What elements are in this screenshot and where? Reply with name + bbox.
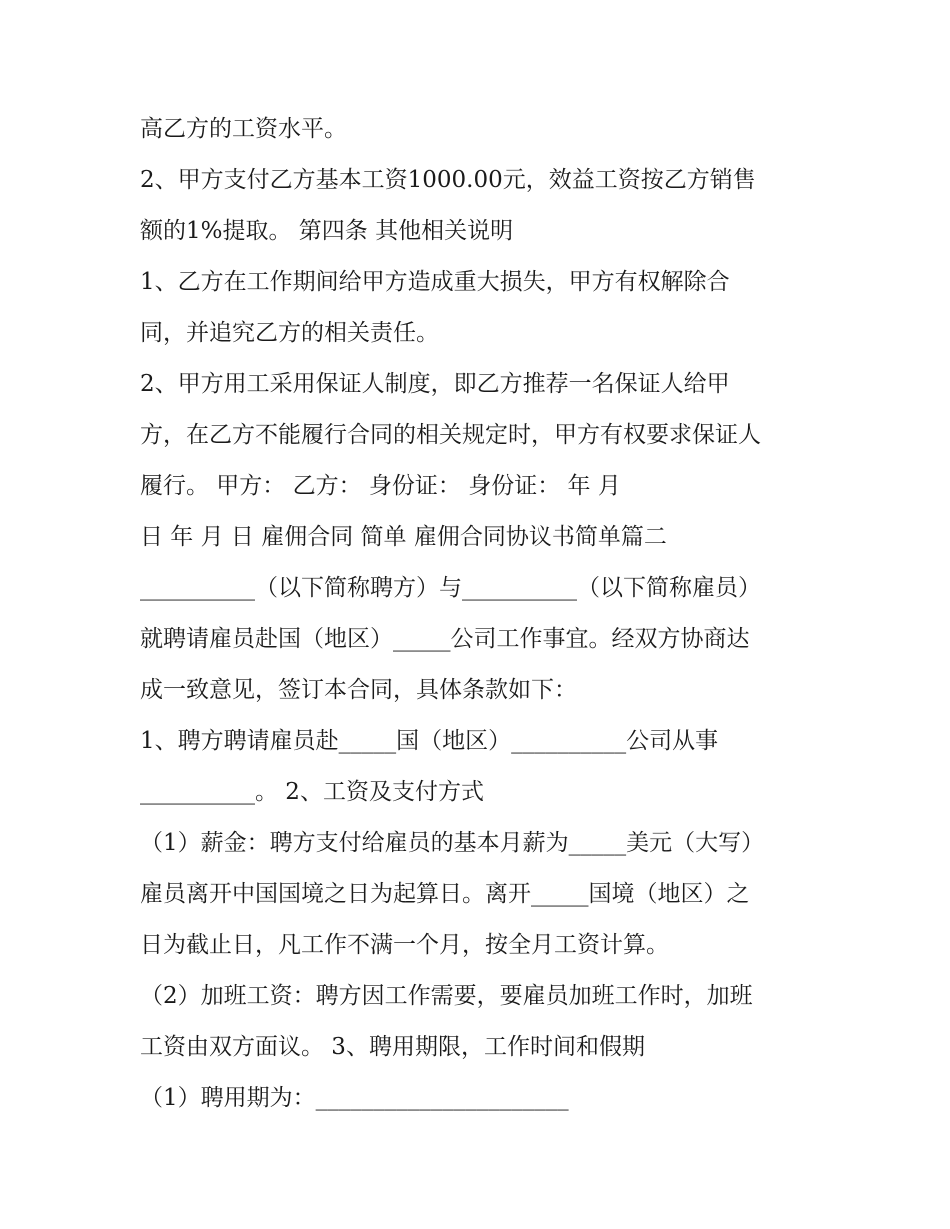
text-line: 同，并追究乙方的相关责任。 <box>140 320 439 346</box>
text-line: （1）聘用期为：______________________ <box>140 1085 569 1111</box>
text-line: 2、甲方支付乙方基本工资1000.00元，效益工资按乙方销售 <box>140 167 756 193</box>
text-line: 1、乙方在工作期间给甲方造成重大损失，甲方有权解除合 <box>140 269 730 295</box>
text-line: 成一致意见，签订本合同，具体条款如下： <box>140 677 577 703</box>
text-line: 2、甲方用工采用保证人制度，即乙方推荐一名保证人给甲 <box>140 371 730 397</box>
text-line: 履行。 甲方： 乙方： 身份证： 身份证： 年 月 <box>140 473 621 499</box>
text-line: （2）加班工资：聘方因工作需要，要雇员加班工作时，加班 <box>140 983 753 1009</box>
contract-text <box>140 104 820 1124</box>
text-line: 1、聘方聘请雇员赴_____国（地区）__________公司从事 <box>140 728 719 754</box>
text-line: __________（以下简称聘方）与__________（以下简称雇员） <box>140 575 761 601</box>
text-line: __________。 2、工资及支付方式 <box>140 779 484 805</box>
text-line: （1）薪金：聘方支付给雇员的基本月薪为_____美元（大写） <box>140 830 765 856</box>
text-line: 雇员离开中国国境之日为起算日。离开_____国境（地区）之 <box>140 881 750 907</box>
text-line: 方，在乙方不能履行合同的相关规定时，甲方有权要求保证人 <box>140 422 761 448</box>
text-line: 高乙方的工资水平。 <box>140 116 347 142</box>
text-line: 就聘请雇员赴国（地区）_____公司工作事宜。经双方协商达 <box>140 626 750 652</box>
text-line: 日 年 月 日 雇佣合同 简单 雇佣合同协议书简单篇二 <box>140 524 667 550</box>
text-line: 额的1%提取。 第四条 其他相关说明 <box>140 218 514 244</box>
text-line: 日为截止日，凡工作不满一个月，按全月工资计算。 <box>140 932 669 958</box>
text-line: 工资由双方面议。 3、聘用期限，工作时间和假期 <box>140 1034 645 1060</box>
